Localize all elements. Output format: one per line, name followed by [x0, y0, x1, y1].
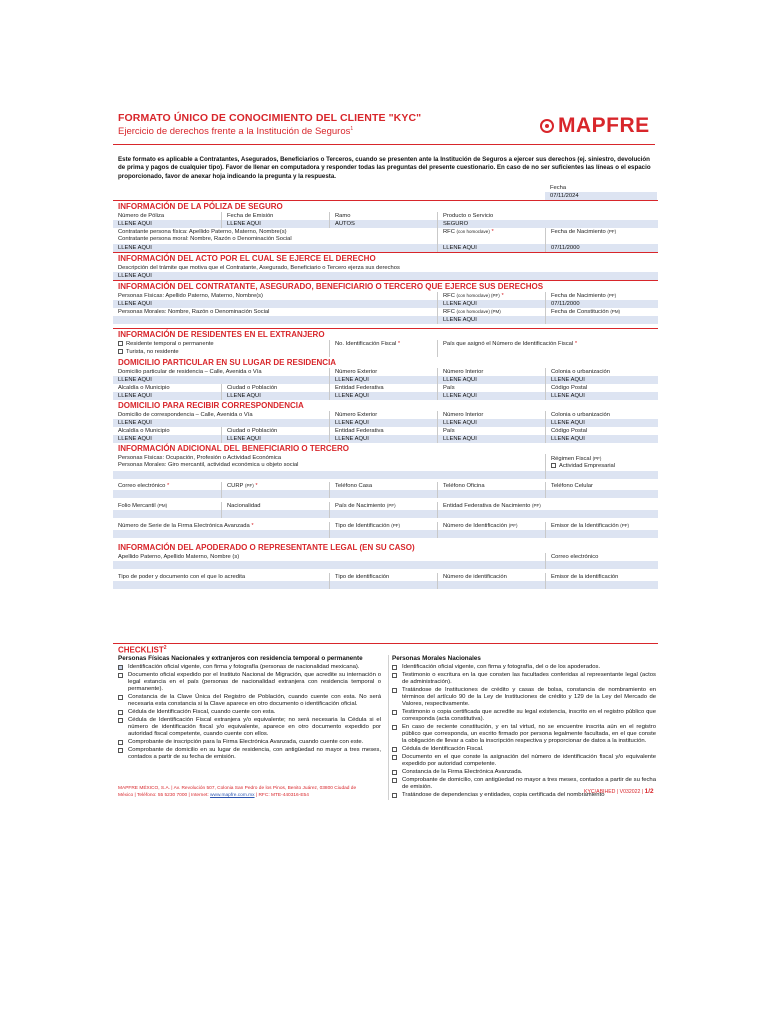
checklist-item: [392, 746, 656, 753]
rfc-pf-field[interactable]: LLENE AQUI: [437, 300, 545, 308]
rfc-pm-label: RFC (con homoclave) (PM): [437, 308, 545, 316]
correo-label: Correo electrónico *: [118, 483, 170, 490]
dom-ext-field[interactable]: LLENE AQUI: [329, 376, 437, 384]
firma-label: Número de Serie de la Firma Electrónica Avanzada *: [118, 523, 254, 530]
checklist-checkbox[interactable]: [392, 725, 397, 730]
checklist-checkbox[interactable]: [392, 770, 397, 775]
pf-nombre-field[interactable]: LLENE AQUI: [113, 300, 437, 308]
nac-pf-field[interactable]: 07/11/2000: [545, 300, 658, 308]
apoderado-emisor-label: Emisor de la identificación: [545, 573, 658, 581]
cor-ciudad-label: Ciudad o Población: [221, 427, 329, 435]
regimen-field[interactable]: [545, 471, 658, 479]
regimen-fiscal: Régimen Fiscal (PF) Actividad Empresarial: [545, 454, 658, 471]
checklist-checkbox[interactable]: [392, 755, 397, 760]
checklist-title: CHECKLIST$^2$: [113, 643, 658, 656]
checklist-personas-fisicas: [118, 655, 381, 762]
checklist-item: [392, 709, 656, 723]
checklist-checkbox[interactable]: [392, 688, 397, 693]
producto-label: Producto o Servicio: [437, 212, 658, 220]
dom-pais-label: País: [437, 384, 545, 392]
entidad-nacimiento-label: Entidad Federativa de Nacimiento (PF): [437, 502, 658, 510]
fecha-emision-field[interactable]: LLENE AQUI: [221, 220, 329, 228]
cor-int-field[interactable]: LLENE AQUI: [437, 419, 545, 427]
dom-calle-label: Domicilio particular de residencia – Calle, Avenida o Vía: [118, 369, 262, 376]
nacimiento-poliza-label: Fecha de Nacimiento (PF): [545, 228, 658, 244]
footer-address: MAPFRE MÉXICO, S.A. | Av. Revolución 507, Colonia San Pedro de los Pinos, Benito Juárez, 03800 Ciudad de México | Teléfono: 55 5230 7000 | Internet: www.mapfre.com.mx | RFC: MTE-440316-E54: [118, 786, 357, 798]
checklist-item-text: Cédula de Identificación Fiscal.: [402, 746, 484, 752]
pais-nacimiento-field[interactable]: [329, 510, 437, 518]
constitucion-field[interactable]: [545, 316, 658, 324]
num-id-field[interactable]: [437, 530, 545, 538]
checklist-checkbox[interactable]: [392, 665, 397, 670]
poder-field[interactable]: [113, 581, 329, 589]
checklist-checkbox[interactable]: [392, 710, 397, 715]
checklist-item: [392, 664, 656, 671]
checklist-item: [118, 694, 381, 708]
checklist-item: [392, 754, 656, 768]
checklist-item: [118, 739, 381, 746]
checklist-checkbox[interactable]: [118, 710, 123, 715]
nacionalidad-label: Nacionalidad: [221, 502, 329, 510]
ocupacion-label: Personas Físicas: Ocupación, Profesión o Actividad Económica Personas Morales: Giro mercantil, actividad económica u objeto social: [118, 455, 299, 469]
tel-casa-field[interactable]: [329, 490, 437, 498]
apoderado-num-id-field[interactable]: [437, 581, 545, 589]
pais-nacimiento-label: País de Nacimiento (PF): [329, 502, 437, 510]
section-acto: INFORMACIÓN DEL ACTO POR EL CUAL SE EJERCE EL DERECHO: [113, 252, 658, 264]
folio-label: Folio Mercantil (PM): [118, 503, 168, 510]
curp-field[interactable]: [221, 490, 329, 498]
curp-label: CURP (PF) *: [221, 482, 329, 490]
contratante-poliza-label: Contratante persona física: Apellido Paterno, Materno, Nombre(s) Contratante persona moral: Nombre, Razón o Denominación Social: [118, 229, 292, 242]
acto-field[interactable]: LLENE AQUI: [113, 272, 658, 280]
checklist-item: [392, 672, 656, 686]
poder-label: Tipo de poder y documento con el que lo acredita: [118, 574, 246, 581]
form-subtitle: Ejercicio de derechos frente a la Institución de Seguros$^1$: [118, 126, 354, 138]
entidad-nacimiento-field[interactable]: [437, 510, 658, 518]
pm-nombre-field[interactable]: [113, 316, 437, 324]
checklist-item-text: Comprobante de domicilio en su lugar de residencia, con antigüedad no mayor a tres meses, contados a partir de su fecha de emisión.: [128, 747, 381, 760]
apoderado-correo-label: Correo electrónico: [545, 553, 658, 561]
page-number: 1/2: [644, 788, 654, 795]
pm-nombre-label: Personas Morales: Nombre, Razón o Denominación Social: [118, 309, 270, 315]
intro-text: Este formato es aplicable a Contratantes, Asegurados, Beneficiarios o Terceros, cuando se presenten ante la Institución de Seguros a ejercer sus derechos (ej. siniestro, devolución de prima y pagos de cualquier tipo). Favor de llenar en computadora y responder todas las preguntas del presente cuestionario. En caso de no ser suficientes las líneas o el espacio proporcionado, favor de anexar hoja indicando la pregunta y la respuesta.: [118, 156, 651, 180]
mapfre-logo: MAPFRE: [540, 114, 650, 138]
checklist-checkbox[interactable]: [118, 740, 123, 745]
contratante-poliza-field[interactable]: LLENE AQUI: [113, 244, 437, 252]
checklist-checkbox[interactable]: [118, 673, 123, 678]
turista-checkbox[interactable]: [118, 349, 123, 354]
residencia-options: Residente temporal o permanente Turista, no residente: [113, 340, 329, 357]
firma-field[interactable]: [113, 530, 329, 538]
cor-ext-field[interactable]: LLENE AQUI: [329, 419, 437, 427]
producto-field[interactable]: SEGURO: [437, 220, 658, 228]
section-contratante: INFORMACIÓN DEL CONTRATANTE, ASEGURADO, BENEFICIARIO O TERCERO QUE EJERCE SUS DERECHOS: [113, 280, 658, 292]
cor-int-label: Número Interior: [437, 411, 545, 419]
tel-oficina-label: Teléfono Oficina: [437, 482, 545, 490]
footer-code: KYC/ABIHED | V032022 | 1/2: [584, 788, 654, 795]
emisor-id-label: Emisor de la Identificación (PF): [545, 522, 658, 530]
section-correspondencia: DOMICILIO PARA RECIBIR CORRESPONDENCIA: [118, 401, 304, 411]
mapfre-logo-icon: [540, 119, 554, 133]
checklist-left-header: Personas Físicas Nacionales y extranjeros con residencia temporal o permanente: [118, 655, 363, 662]
ramo-label: Ramo: [329, 212, 437, 220]
dom-int-field[interactable]: LLENE AQUI: [437, 376, 545, 384]
rfc-poliza-label: RFC (con homoclave) *: [437, 228, 545, 244]
cor-calle-field[interactable]: LLENE AQUI: [113, 419, 329, 427]
cor-ciudad-field[interactable]: LLENE AQUI: [221, 435, 329, 443]
section-poliza: INFORMACIÓN DE LA PÓLIZA DE SEGURO: [113, 200, 658, 212]
checklist-checkbox[interactable]: [392, 673, 397, 678]
acto-label: Descripción del trámite que motiva que el Contratante, Asegurado, Beneficiario o Tercero ejerza sus derechos: [118, 265, 400, 271]
checklist-checkbox[interactable]: [118, 718, 123, 723]
apoderado-emisor-field[interactable]: [545, 581, 658, 589]
dom-alcaldia-label: Alcaldía o Municipio: [118, 385, 170, 392]
cor-colonia-label: Colonia o urbanización: [545, 411, 658, 419]
checklist-item: [392, 687, 656, 708]
checklist-item-text: Tratándose de Instituciones de crédito y casas de bolsa, constancia de nombramiento en términos del artículo 90 de la Ley de Instituciones de crédito y 129 de la Ley del Mercado de Valores, respectivamente.: [402, 687, 656, 707]
cor-cp-label: Código Postal: [545, 427, 658, 435]
fecha-field[interactable]: 07/11/2024: [545, 192, 657, 200]
tel-oficina-field[interactable]: [437, 490, 545, 498]
nacimiento-poliza-field[interactable]: 07/11/2000: [545, 244, 658, 252]
apoderado-nombre-label: Apellido Paterno, Apellido Materno, Nombre (s): [118, 554, 240, 561]
checklist-checkbox[interactable]: [118, 748, 123, 753]
checklist-item: [118, 664, 381, 671]
section-residentes: INFORMACIÓN DE RESIDENTES EN EL EXTRANJERO: [113, 328, 658, 340]
dom-int-label: Número Interior: [437, 368, 545, 376]
dom-ciudad-label: Ciudad o Población: [221, 384, 329, 392]
tipo-id-field[interactable]: [329, 530, 437, 538]
apoderado-correo-field[interactable]: [545, 561, 658, 569]
section-adicional: INFORMACIÓN ADICIONAL DEL BENEFICIARIO O TERCERO: [118, 444, 349, 454]
checklist-item-text: Cédula de Identificación Fiscal extranjera y/o equivalente; no será necesaria la Cédula si el número de identificación fiscal y/o equivalente, aparece en otro documento expedido por autoridad fiscal competente, cuando cuente con ellos.: [128, 717, 381, 737]
checklist-item: [118, 747, 381, 761]
rfc-pm-field[interactable]: LLENE AQUI: [437, 316, 545, 324]
apoderado-num-id-label: Número de identificación: [437, 573, 545, 581]
cor-entidad-field[interactable]: LLENE AQUI: [329, 435, 437, 443]
emisor-id-field[interactable]: [545, 530, 658, 538]
cor-pais-field[interactable]: LLENE AQUI: [437, 435, 545, 443]
checklist-item-text: En caso de reciente constitución, y en tal virtud, no se encuentre inscrita aún en el registro público que corresponda, un escrito firmado por persona legalmente facultada, en el que conste la obligación de llevar a cabo la inscripción respectiva y proporcionar de datos a la institución.: [402, 724, 656, 744]
tipo-id-label: Tipo de Identificación (PF): [329, 522, 437, 530]
checklist-item: [118, 672, 381, 693]
cor-colonia-field[interactable]: LLENE AQUI: [545, 419, 658, 427]
checklist-item-text: Comprobante de domicilio, con antigüedad no mayor a tres meses, contados a partir de su fecha de emisión.: [402, 777, 656, 790]
numero-poliza-label: Número de Póliza: [118, 213, 165, 219]
checklist-item: [118, 709, 381, 716]
dom-pais-field[interactable]: LLENE AQUI: [437, 392, 545, 400]
form-title: FORMATO ÚNICO DE CONOCIMIENTO DEL CLIENTE "KYC": [118, 112, 422, 124]
kyc-form: [113, 184, 658, 589]
residente-checkbox[interactable]: [118, 341, 123, 346]
tel-celular-label: Teléfono Celular: [545, 482, 658, 490]
fecha-label: Fecha: [550, 185, 567, 191]
dom-colonia-field[interactable]: LLENE AQUI: [545, 376, 658, 384]
pf-nombre-label: Personas Físicas: Apellido Paterno, Materno, Nombre(s): [118, 293, 263, 299]
folio-field[interactable]: [113, 510, 221, 518]
dom-cp-field[interactable]: LLENE AQUI: [545, 392, 658, 400]
dom-alcaldia-field[interactable]: LLENE AQUI: [113, 392, 221, 400]
fecha-emision-label: Fecha de Emisión: [221, 212, 329, 220]
correo-field[interactable]: [113, 490, 221, 498]
ramo-field[interactable]: AUTOS: [329, 220, 437, 228]
rfc-pf-label: RFC (con homoclave) (PF) *: [437, 292, 545, 300]
actividad-empresarial-checkbox[interactable]: [551, 463, 556, 468]
id-fiscal-label: No. Identificación Fiscal *: [329, 340, 437, 357]
dom-entidad-label: Entidad Federativa: [329, 384, 437, 392]
checklist-item-text: Constancia de la Firma Electrónica Avanzada.: [402, 769, 523, 775]
ocupacion-field[interactable]: [113, 471, 545, 479]
cor-ext-label: Número Exterior: [329, 411, 437, 419]
section-domicilio: DOMICILIO PARTICULAR EN SU LUGAR DE RESIDENCIA: [118, 358, 337, 368]
cor-cp-field[interactable]: LLENE AQUI: [545, 435, 658, 443]
checklist-item-text: Cédula de Identificación Fiscal, cuando cuente con esta.: [128, 709, 276, 715]
cor-entidad-label: Entidad Federativa: [329, 427, 437, 435]
apoderado-tipo-id-label: Tipo de identificación: [329, 573, 437, 581]
dom-entidad-field[interactable]: LLENE AQUI: [329, 392, 437, 400]
checklist-checkbox[interactable]: [118, 665, 123, 670]
checklist-item-text: Testimonio o escritura en la que consten las facultades conferidas al representante legal (actos de administración).: [402, 672, 656, 685]
constitucion-label: Fecha de Constitución (PM): [545, 308, 658, 316]
checklist-checkbox[interactable]: [118, 695, 123, 700]
checklist-item-text: Testimonio o copia certificada que acredite su legal existencia, inscrito en el registro público que corresponda (acta constitutiva).: [402, 709, 656, 722]
section-apoderado: INFORMACIÓN DEL APODERADO O REPRESENTANTE LEGAL (EN SU CASO): [118, 543, 415, 553]
numero-poliza-field[interactable]: LLENE AQUI: [113, 220, 221, 228]
dom-ciudad-field[interactable]: LLENE AQUI: [221, 392, 329, 400]
checklist-checkbox[interactable]: [392, 747, 397, 752]
rfc-poliza-field[interactable]: LLENE AQUI: [437, 244, 545, 252]
cor-pais-label: País: [437, 427, 545, 435]
header-divider: [113, 144, 655, 145]
checklist-checkbox[interactable]: [392, 778, 397, 783]
website-link[interactable]: www.mapfre.com.mx: [210, 792, 255, 798]
dom-cp-label: Código Postal: [545, 384, 658, 392]
nac-pf-label: Fecha de Nacimiento (PF): [545, 292, 658, 300]
checklist-item-text: Identificación oficial vigente, con firma y fotografía, del o de los apoderados.: [402, 664, 601, 670]
tel-casa-label: Teléfono Casa: [329, 482, 437, 490]
checklist-right-header: Personas Morales Nacionales: [392, 655, 481, 662]
cor-alcaldia-label: Alcaldía o Municipio: [118, 428, 170, 435]
checklist-item: [118, 717, 381, 738]
dom-ext-label: Número Exterior: [329, 368, 437, 376]
checklist-item: [392, 769, 656, 776]
cor-alcaldia-field[interactable]: LLENE AQUI: [113, 435, 221, 443]
num-id-label: Número de Identificación (PF): [437, 522, 545, 530]
pais-fiscal-label: País que asignó el Número de Identificación Fiscal *: [437, 340, 658, 357]
checklist-personas-morales: [388, 655, 656, 800]
checklist-item-text: Identificación oficial vigente, con firma y fotografía (personas de nacionalidad mexicana).: [128, 664, 360, 670]
cor-calle-label: Domicilio de correspondencia – Calle, Avenida o Vía: [118, 412, 253, 419]
checklist-item-text: Constancia de la Clave Única del Registro de Población, cuando cuente con esta. No será necesaria esta constancia si la Clave aparece en otro documento o identificación oficial.: [128, 694, 381, 707]
checklist-item-text: Documento oficial expedido por el Instituto Nacional de Migración, que acredite su internación o legal estancia en el país (personas de nacionalidad extranjera con residencia temporal o permanente).: [128, 672, 381, 692]
dom-colonia-label: Colonia o urbanización: [545, 368, 658, 376]
checklist-item-text: Documento en el que conste la asignación del número de identificación fiscal y/o equivalente expedido por autoridad competente.: [402, 754, 656, 767]
dom-calle-field[interactable]: LLENE AQUI: [113, 376, 329, 384]
nacionalidad-field[interactable]: [221, 510, 329, 518]
checklist-item-text: Tratándose de dependencias y entidades, copia certificada del nombramiento: [402, 792, 605, 798]
apoderado-nombre-field[interactable]: [113, 561, 545, 569]
apoderado-tipo-id-field[interactable]: [329, 581, 437, 589]
tel-celular-field[interactable]: [545, 490, 658, 498]
checklist-item: [392, 724, 656, 745]
checklist-item-text: Comprobante de inscripción para la Firma Electrónica Avanzada, cuando cuente con este.: [128, 739, 364, 745]
